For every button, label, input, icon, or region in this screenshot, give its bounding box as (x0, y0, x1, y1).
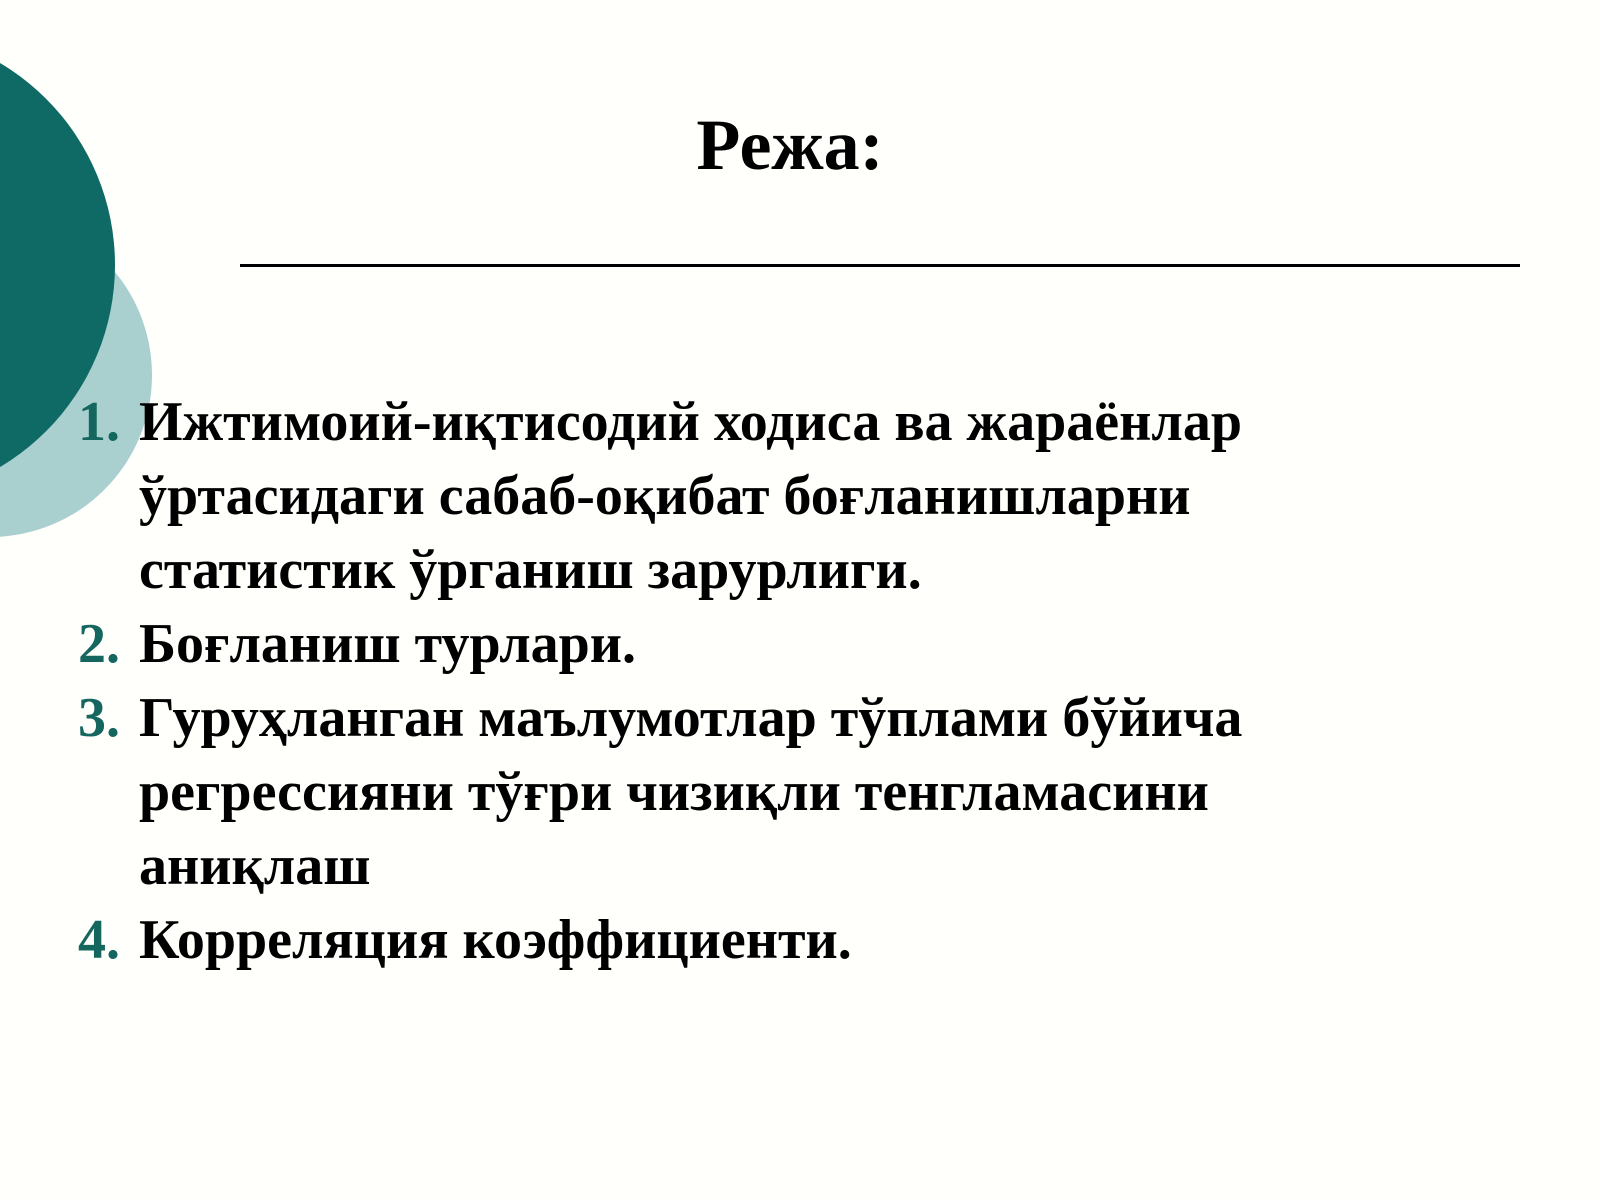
agenda-item-number: 1. (78, 391, 120, 453)
title-divider (240, 264, 1520, 267)
agenda-list (0, 385, 1600, 977)
agenda-item-3 (0, 681, 1439, 903)
agenda-item-text: Боғланиш турлари. (139, 613, 637, 675)
agenda-item-text: Корреляция коэффициенти. (139, 909, 852, 971)
agenda-item-text: Ижтимоий-иқтисодий ходиса ва жараёнлар ўртасидаги сабаб-оқибат боғланишларни статистик ўрганиш зарурлиги. (139, 391, 1242, 601)
agenda-item-number: 4. (78, 909, 120, 971)
agenda-item-number: 2. (78, 613, 120, 675)
slide-title: Режа: (696, 105, 884, 185)
agenda-item-1 (0, 385, 1439, 607)
agenda-item-2 (0, 607, 1439, 681)
agenda-item-text: Гуруҳланган маълумотлар тўплами бўйича регрессияни тўғри чизиқли тенгламасини аниқлаш (139, 687, 1243, 897)
agenda-item-4 (0, 903, 1439, 977)
agenda-item-number: 3. (78, 687, 120, 749)
